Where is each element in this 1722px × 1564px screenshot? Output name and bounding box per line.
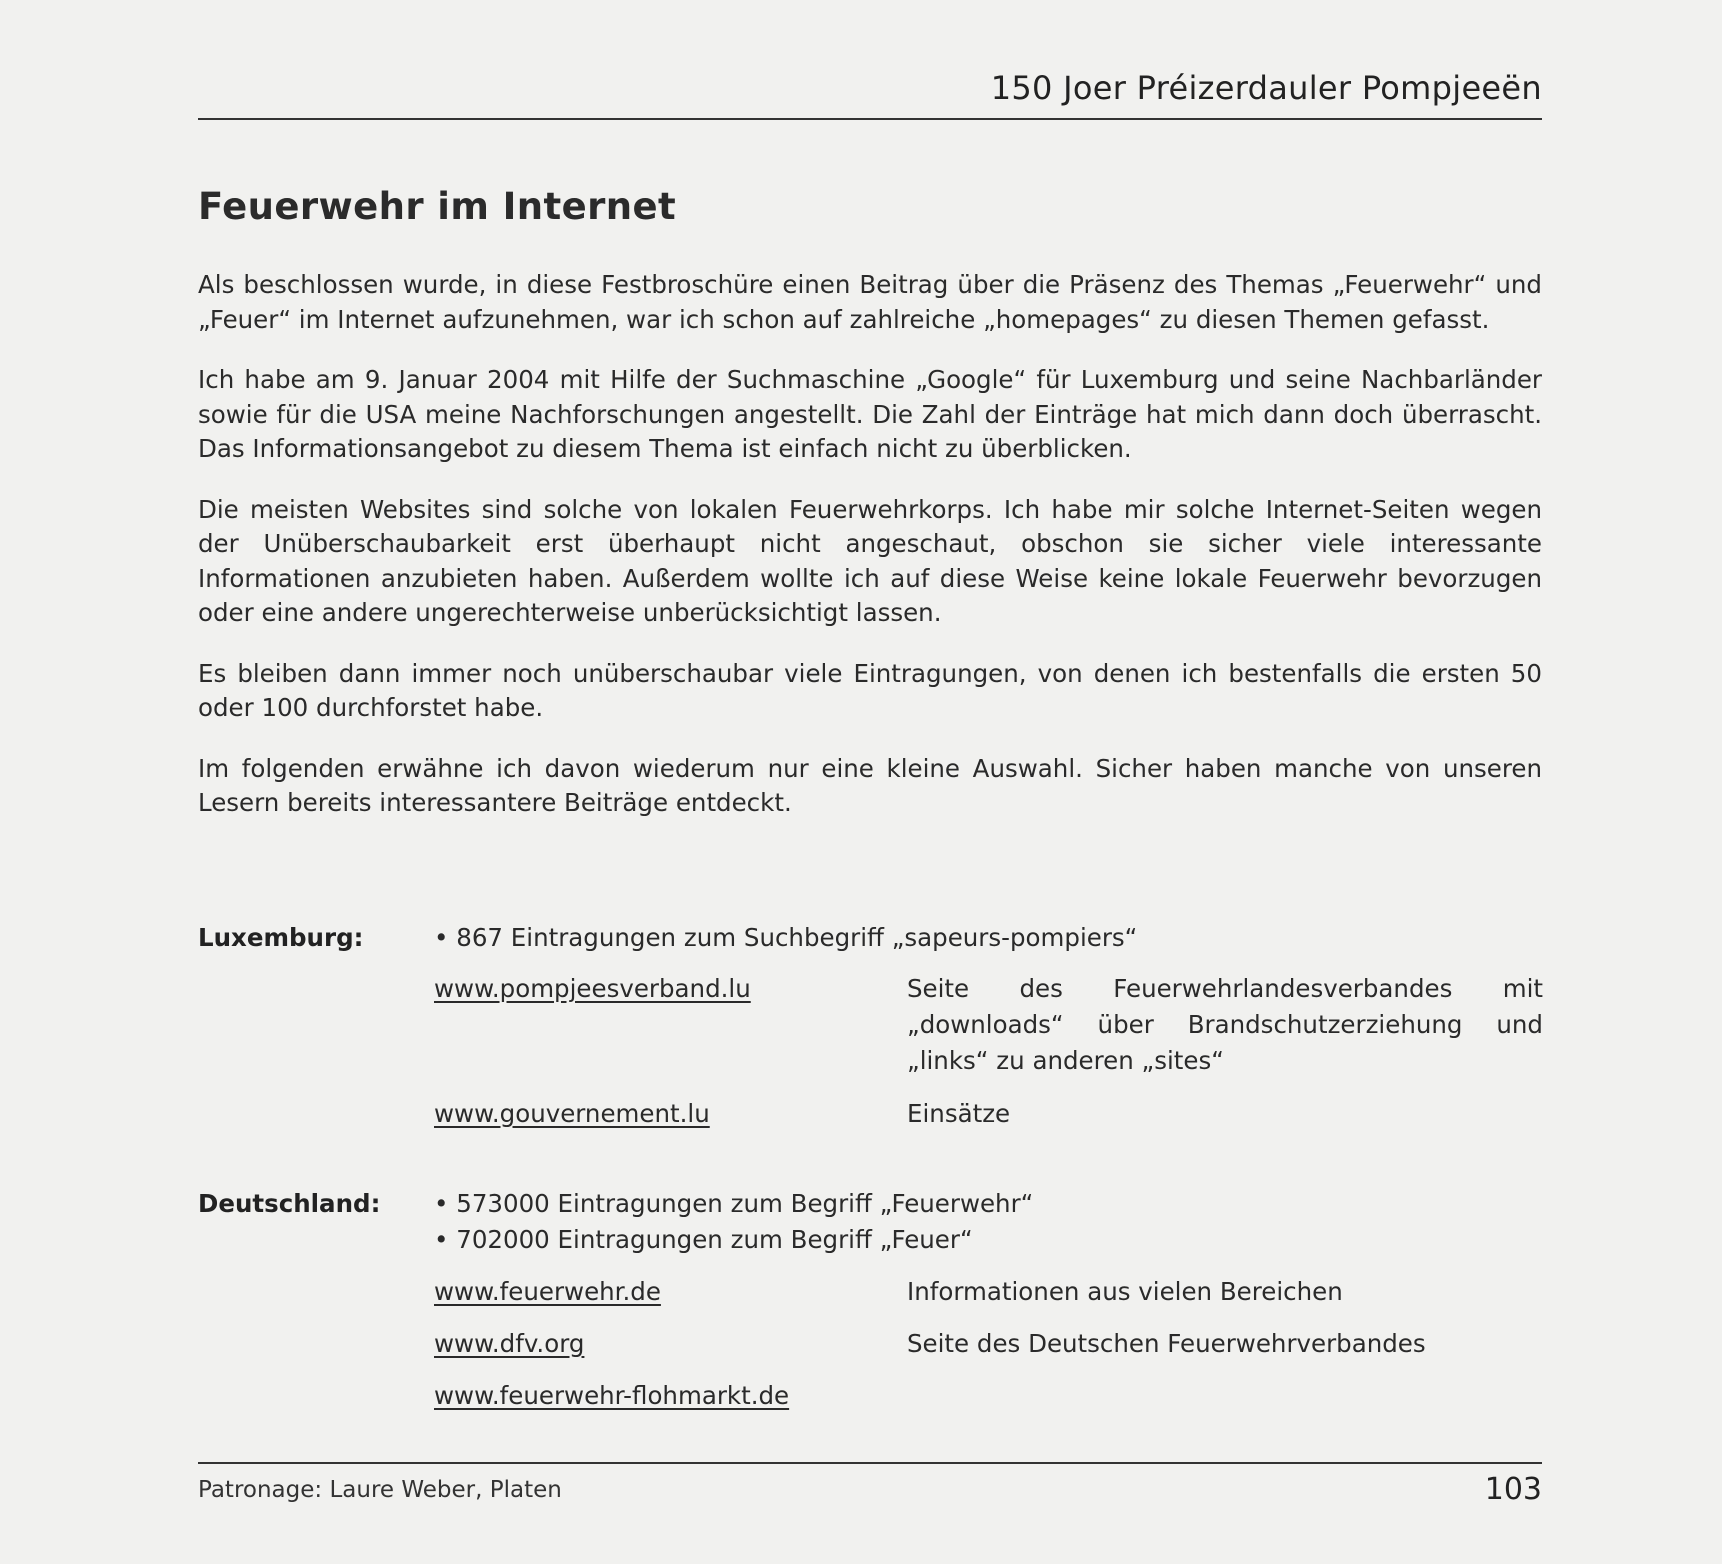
- country-label-luxemburg: Luxemburg:: [198, 923, 364, 952]
- footer-rule: [198, 1462, 1542, 1464]
- paragraph: Ich habe am 9. Januar 2004 mit Hilfe der Suchmaschine „Google“ für Luxemburg und seine Nachbarländer sowie für die USA meine Nachforschungen angestellt. Die Zahl der Einträge hat mich dann doch überrascht. Das Informationsangebot zu diesem Thema ist einfach nicht zu überblicken.: [198, 365, 1542, 463]
- link-description: Einsätze: [907, 1099, 1011, 1128]
- header-rule: [198, 118, 1542, 120]
- paragraph: Die meisten Websites sind solche von lokalen Feuerwehrkorps. Ich habe mir solche Internet-Seiten wegen der Unüberschaubarkeit erst überhaupt nicht angeschaut, obschon sie sicher viele interessante Informationen anzubieten haben. Außerdem wollte ich auf diese Weise keine lokale Feuerwehr bevorzugen oder eine andere ungerechterweise unberücksichtigt lassen.: [198, 494, 1542, 627]
- link-gouvernement[interactable]: www.gouvernement.lu: [434, 1099, 710, 1128]
- paragraph: Als beschlossen wurde, in diese Festbroschüre einen Beitrag über die Präsenz des Themas „Feuerwehr“ und „Feuer“ im Internet aufzunehmen, war ich schon auf zahlreiche „homepages“ zu diesen Themen gefasst.: [198, 270, 1542, 334]
- paragraph: Es bleiben dann immer noch unüberschaubar viele Eintragungen, von denen ich bestenfalls die ersten 50 oder 100 durchforstet habe.: [198, 658, 1542, 722]
- search-count-bullet: • 867 Eintragungen zum Suchbegriff „sapeurs-pompiers“: [434, 923, 1138, 952]
- running-header: 150 Joer Préizerdauler Pompjeeën: [990, 69, 1542, 107]
- article-title: Feuerwehr im Internet: [198, 185, 677, 228]
- link-description: Informationen aus vielen Bereichen: [907, 1277, 1343, 1306]
- search-count-bullet: • 702000 Eintragungen zum Begriff „Feuer“: [434, 1225, 973, 1254]
- page-number: 103: [1484, 1472, 1542, 1507]
- country-label-deutschland: Deutschland:: [198, 1189, 381, 1218]
- link-description: Seite des Feuerwehrlandesverbandes mit „downloads“ über Brandschutzerziehung und „links“ zu anderen „sites“: [907, 974, 1543, 1075]
- patronage-credit: Patronage: Laure Weber, Platen: [198, 1477, 562, 1503]
- link-feuerwehr-de[interactable]: www.feuerwehr.de: [434, 1277, 661, 1306]
- link-pompjeesverband[interactable]: www.pompjeesverband.lu: [434, 974, 751, 1003]
- search-count-bullet: • 573000 Eintragungen zum Begriff „Feuerwehr“: [434, 1189, 1034, 1218]
- article-body: [198, 268, 1542, 847]
- paragraph: Im folgenden erwähne ich davon wiederum nur eine kleine Auswahl. Sicher haben manche von unseren Lesern bereits interessantere Beiträge entdeckt.: [198, 753, 1542, 817]
- link-feuerwehr-flohmarkt[interactable]: www.feuerwehr-flohmarkt.de: [434, 1381, 790, 1410]
- link-dfv[interactable]: www.dfv.org: [434, 1329, 585, 1358]
- link-description: Seite des Deutschen Feuerwehrverbandes: [907, 1329, 1426, 1358]
